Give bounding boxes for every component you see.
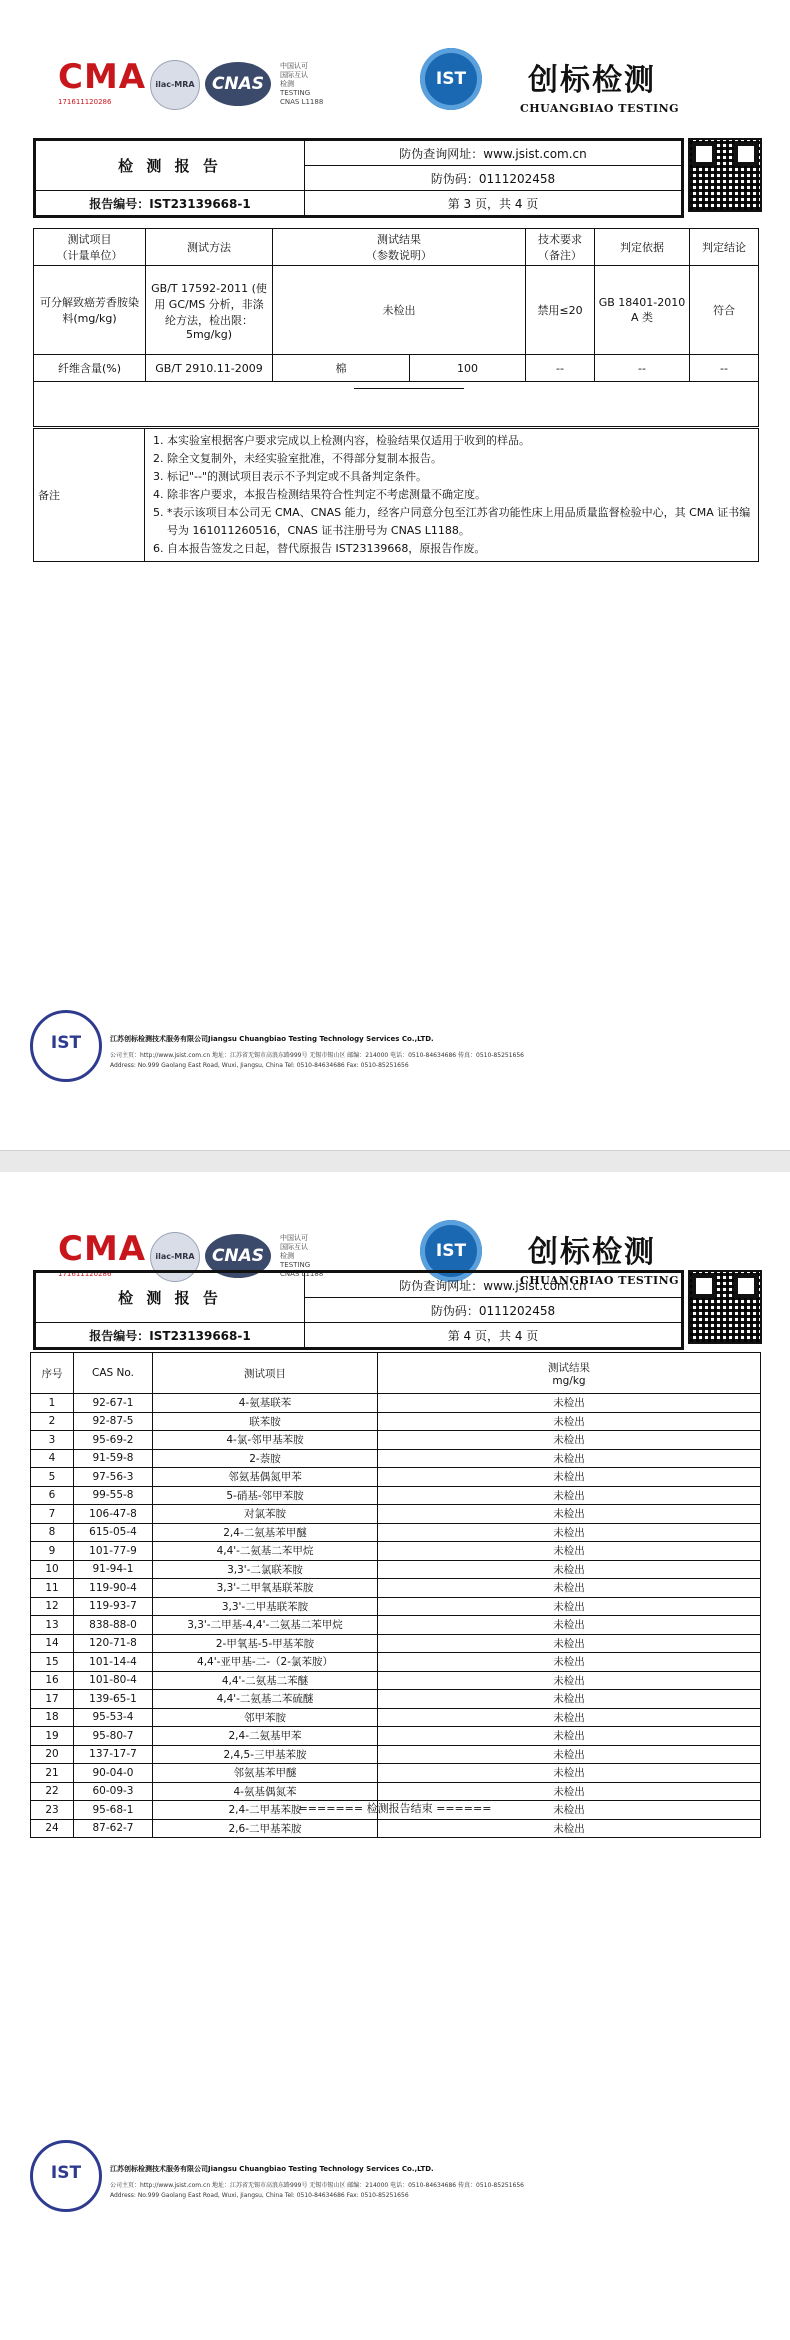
table-row (31, 1449, 761, 1468)
cell-index: 16 (31, 1671, 74, 1690)
table-row (31, 1505, 761, 1524)
col-test-item: 测试项目 （计量单位） (34, 229, 146, 266)
cell-result: 未检出 (378, 1671, 761, 1690)
cell-test-item: 2,4-二氨基苯甲醚 (153, 1523, 378, 1542)
report-number: 报告编号：IST23139668-1 (36, 191, 305, 216)
cell-cas: 139-65-1 (74, 1690, 153, 1709)
cell-test-item: 3,3'-二氯联苯胺 (153, 1560, 378, 1579)
page-indicator: 第 3 页，共 4 页 (305, 191, 682, 216)
cell-result: 未检出 (378, 1560, 761, 1579)
anti-fake-code: 防伪码：0111202458 (305, 1298, 682, 1323)
report-title-box (33, 138, 684, 218)
cell-test-item: 邻氨基偶氮甲苯 (153, 1468, 378, 1487)
cell-index: 24 (31, 1819, 74, 1838)
cell-item: 可分解致癌芳香胺染料(mg/kg) (34, 266, 146, 355)
cell-result: 未检出 (378, 1523, 761, 1542)
cell-index: 12 (31, 1597, 74, 1616)
ilac-mra-logo: ilac-MRA (150, 1232, 200, 1282)
cell-test-item: 3,3'-二甲氧基联苯胺 (153, 1579, 378, 1598)
report-title-box (33, 1270, 684, 1350)
cell-cas: 87-62-7 (74, 1819, 153, 1838)
note-item: 4. 除非客户要求，本报告检测结果符合性判定不考虑测量不确定度。 (167, 486, 754, 504)
ist-seal-icon: IST (30, 1010, 102, 1082)
cell-cas: 137-17-7 (74, 1745, 153, 1764)
page-footer (30, 1010, 760, 1080)
cell-index: 5 (31, 1468, 74, 1487)
col-test-method: 测试方法 (146, 229, 273, 266)
cell-test-item: 4,4'-二氨基二苯甲烷 (153, 1542, 378, 1561)
cell-value: 100 (410, 355, 526, 382)
cell-test-item: 4-氯-邻甲基苯胺 (153, 1431, 378, 1450)
cnas-logo: CNAS (205, 1234, 271, 1278)
ist-logo: IST (420, 1220, 482, 1282)
cell-cas: 838-88-0 (74, 1616, 153, 1635)
report-title: 检 测 报 告 (36, 1273, 305, 1323)
table-row (31, 1745, 761, 1764)
cell-index: 4 (31, 1449, 74, 1468)
cell-method: GB/T 17592-2011 (使用 GC/MS 分析，非涤纶方法，检出限：5mg/kg) (146, 266, 273, 355)
cell-result: 未检出 (378, 1412, 761, 1431)
cell-test-item: 3,3'-二甲基联苯胺 (153, 1597, 378, 1616)
cell-cas: 119-90-4 (74, 1579, 153, 1598)
col-test-result: 测试结果 （参数说明） (273, 229, 526, 266)
brand-name-en: CHUANGBIAO TESTING (520, 1274, 680, 1287)
cell-test-item: 4-氨基偶氮苯 (153, 1782, 378, 1801)
cell-cas: 101-14-4 (74, 1653, 153, 1672)
cell-method: GB/T 2910.11-2009 (146, 355, 273, 382)
page-footer (30, 2140, 760, 2210)
cell-cas: 615-05-4 (74, 1523, 153, 1542)
cell-result: 未检出 (378, 1653, 761, 1672)
table-row (31, 1764, 761, 1783)
note-item: 5. *表示该项目本公司无 CMA、CNAS 能力，经客户同意分包至江苏省功能性床上用品质量监督检验中心，其 CMA 证书编号为 161011260516，CNAS 证书注册号为 CNAS L1188。 (167, 504, 754, 540)
cell-cas: 95-69-2 (74, 1431, 153, 1450)
cell-conclusion: 符合 (690, 266, 759, 355)
note-item: 6. 自本报告签发之日起，替代原报告 IST23139668，原报告作废。 (167, 540, 754, 558)
cell-index: 13 (31, 1616, 74, 1635)
cell-result: 未检出 (378, 1394, 761, 1413)
report-page-3 (0, 0, 790, 1150)
col-basis: 判定依据 (595, 229, 690, 266)
cell-cas: 90-04-0 (74, 1764, 153, 1783)
table-row (31, 1468, 761, 1487)
cell-test-item: 4,4'-二氨基二苯硫醚 (153, 1690, 378, 1709)
footer-address: 公司主页：http://www.jsist.com.cn 地址：江苏省无锡市高浪东路999号 无锡市锡山区 邮编：214000 电话：0510-84634686 传真：0510-85251656 (110, 2182, 524, 2189)
table-row (31, 1431, 761, 1450)
qr-code-icon[interactable] (688, 138, 762, 212)
cma-logo: CMA 171611120286 (58, 1229, 147, 1278)
cell-index: 2 (31, 1412, 74, 1431)
footer-company: 江苏创标检测技术服务有限公司Jiangsu Chuangbiao Testing Technology Services Co.,LTD. (110, 2165, 434, 2173)
ilac-mra-logo: ilac-MRA (150, 60, 200, 110)
cell-result: 未检出 (378, 1597, 761, 1616)
cell-index: 18 (31, 1708, 74, 1727)
cell-cas: 92-67-1 (74, 1394, 153, 1413)
brand-name-cn: 创标检测 (528, 63, 656, 98)
ist-logo: IST (420, 48, 482, 110)
table-row (34, 355, 759, 382)
note-item: 3. 标记"--"的测试项目表示不予判定或不具备判定条件。 (167, 468, 754, 486)
cnas-caption: 中国认可 国际互认 检测 TESTING CNAS L1188 (280, 62, 324, 106)
report-number: 报告编号：IST23139668-1 (36, 1323, 305, 1348)
footer-address-en: Address: No.999 Gaolang East Road, Wuxi, Jiangsu, China Tel: 0510-84634686 Fax: 0510-85251656 (110, 2192, 409, 2199)
cnas-caption: 中国认可 国际互认 检测 TESTING CNAS L1188 (280, 1234, 324, 1278)
cell-result: 未检出 (378, 1486, 761, 1505)
table-row (31, 1394, 761, 1413)
cell-test-item: 2,4-二甲基苯胺 (153, 1801, 378, 1820)
table-header-row (34, 229, 759, 266)
cell-basis: -- (595, 355, 690, 382)
report-end-mark: ======= 检测报告结束 ====== (298, 1802, 492, 1815)
cnas-logo: CNAS (205, 62, 271, 106)
ist-seal-icon: IST (30, 2140, 102, 2212)
cell-result: 未检出 (378, 1449, 761, 1468)
aromatic-amine-table (30, 1352, 761, 1838)
cell-cas: 60-09-3 (74, 1782, 153, 1801)
table-row (31, 1542, 761, 1561)
cell-result: 未检出 (378, 1542, 761, 1561)
cell-result: 未检出 (378, 1745, 761, 1764)
cma-logo: CMA 171611120286 (58, 57, 147, 106)
cell-index: 19 (31, 1727, 74, 1746)
cell-test-item: 联苯胺 (153, 1412, 378, 1431)
notes-list (145, 429, 759, 562)
qr-code-icon[interactable] (688, 1270, 762, 1344)
cell-test-item: 2,4-二氨基甲苯 (153, 1727, 378, 1746)
cell-result: 未检出 (378, 1505, 761, 1524)
cell-index: 10 (31, 1560, 74, 1579)
cell-test-item: 邻氨基苯甲醚 (153, 1764, 378, 1783)
table-row (34, 382, 759, 427)
cell-index: 17 (31, 1690, 74, 1709)
cell-requirement: -- (526, 355, 595, 382)
note-item: 1. 本实验室根据客户要求完成以上检测内容，检验结果仅适用于收到的样品。 (167, 432, 754, 450)
cell-test-item: 4-氨基联苯 (153, 1394, 378, 1413)
report-title: 检 测 报 告 (36, 141, 305, 191)
cell-test-item: 2-萘胺 (153, 1449, 378, 1468)
cell-cas: 95-68-1 (74, 1801, 153, 1820)
col-conclusion: 判定结论 (690, 229, 759, 266)
cell-result: 未检出 (378, 1616, 761, 1635)
brand-name-cn: 创标检测 (528, 1235, 656, 1270)
note-item: 2. 除全文复制外，未经实验室批准，不得部分复制本报告。 (167, 450, 754, 468)
report-header (0, 0, 790, 130)
table-row (31, 1523, 761, 1542)
notes-table (33, 428, 759, 562)
notes-label: 备注 (34, 429, 145, 562)
cell-result: 未检出 (378, 1690, 761, 1709)
cell-result: 未检出 (378, 1819, 761, 1838)
cell-test-item: 2,6-二甲基苯胺 (153, 1819, 378, 1838)
table-row (31, 1486, 761, 1505)
footer-company: 江苏创标检测技术服务有限公司Jiangsu Chuangbiao Testing Technology Services Co.,LTD. (110, 1035, 434, 1043)
cell-index: 22 (31, 1782, 74, 1801)
report-page-4 (0, 1172, 790, 2322)
cell-cas: 95-53-4 (74, 1708, 153, 1727)
cell-index: 14 (31, 1634, 74, 1653)
cell-test-item: 4,4'-二氨基二苯醚 (153, 1671, 378, 1690)
table-row (31, 1727, 761, 1746)
cell-test-item: 2,4,5-三甲基苯胺 (153, 1745, 378, 1764)
cell-index: 6 (31, 1486, 74, 1505)
cell-index: 15 (31, 1653, 74, 1672)
cell-index: 23 (31, 1801, 74, 1820)
cell-index: 11 (31, 1579, 74, 1598)
divider-line (354, 388, 464, 389)
cell-test-item: 对氯苯胺 (153, 1505, 378, 1524)
cell-test-item: 3,3'-二甲基-4,4'-二氨基二苯甲烷 (153, 1616, 378, 1635)
cell-cas: 106-47-8 (74, 1505, 153, 1524)
query-url[interactable]: 防伪查询网址：www.jsist.com.cn (305, 1273, 682, 1298)
cell-cas: 99-55-8 (74, 1486, 153, 1505)
col-requirement: 技术要求 （备注） (526, 229, 595, 266)
cell-result: 未检出 (378, 1579, 761, 1598)
cell-result: 未检出 (378, 1708, 761, 1727)
table-row (31, 1708, 761, 1727)
cell-index: 7 (31, 1505, 74, 1524)
cell-test-item: 5-硝基-邻甲苯胺 (153, 1486, 378, 1505)
query-url[interactable]: 防伪查询网址：www.jsist.com.cn (305, 141, 682, 166)
cell-fiber: 棉 (273, 355, 410, 382)
cell-result: 未检出 (378, 1431, 761, 1450)
test-results-table (33, 228, 759, 427)
col-cas: CAS No. (74, 1353, 153, 1394)
cell-test-item: 邻甲苯胺 (153, 1708, 378, 1727)
table-row (31, 1412, 761, 1431)
cell-index: 3 (31, 1431, 74, 1450)
cell-item: 纤维含量(%) (34, 355, 146, 382)
page-indicator: 第 4 页，共 4 页 (305, 1323, 682, 1348)
col-index: 序号 (31, 1353, 74, 1394)
cell-test-item: 4,4'-亚甲基-二-（2-氯苯胺） (153, 1653, 378, 1672)
cell-requirement: 禁用≤20 (526, 266, 595, 355)
cell-index: 9 (31, 1542, 74, 1561)
cell-cas: 101-80-4 (74, 1671, 153, 1690)
table-row (34, 266, 759, 355)
cell-cas: 119-93-7 (74, 1597, 153, 1616)
table-row (31, 1616, 761, 1635)
cell-cas: 95-80-7 (74, 1727, 153, 1746)
cell-cas: 97-56-3 (74, 1468, 153, 1487)
cell-basis: GB 18401-2010 A 类 (595, 266, 690, 355)
footer-address: 公司主页：http://www.jsist.com.cn 地址：江苏省无锡市高浪东路999号 无锡市锡山区 邮编：214000 电话：0510-84634686 传真：0510-85251656 (110, 1052, 524, 1059)
cell-index: 8 (31, 1523, 74, 1542)
table-header-row (31, 1353, 761, 1394)
footer-address-en: Address: No.999 Gaolang East Road, Wuxi, Jiangsu, China Tel: 0510-84634686 Fax: 0510-85251656 (110, 1062, 409, 1069)
table-row (31, 1560, 761, 1579)
cell-cas: 120-71-8 (74, 1634, 153, 1653)
table-row (31, 1690, 761, 1709)
cell-cas: 91-59-8 (74, 1449, 153, 1468)
table-row (31, 1782, 761, 1801)
cell-cas: 91-94-1 (74, 1560, 153, 1579)
cell-result: 未检出 (378, 1634, 761, 1653)
cell-result: 未检出 (378, 1468, 761, 1487)
cell-index: 20 (31, 1745, 74, 1764)
cell-index: 1 (31, 1394, 74, 1413)
anti-fake-code: 防伪码：0111202458 (305, 166, 682, 191)
col-test-item: 测试项目 (153, 1353, 378, 1394)
cell-index: 21 (31, 1764, 74, 1783)
table-row (31, 1671, 761, 1690)
page-separator (0, 1150, 790, 1174)
cell-result: 未检出 (378, 1764, 761, 1783)
cell-result: 未检出 (378, 1801, 761, 1820)
cell-result: 未检出 (378, 1782, 761, 1801)
table-row (31, 1597, 761, 1616)
table-row (31, 1579, 761, 1598)
table-row (31, 1653, 761, 1672)
cell-result: 未检出 (378, 1727, 761, 1746)
blank-row (34, 382, 759, 427)
brand-name-en: CHUANGBIAO TESTING (520, 102, 680, 115)
cell-cas: 101-77-9 (74, 1542, 153, 1561)
cell-result: 未检出 (273, 266, 526, 355)
cell-test-item: 2-甲氧基-5-甲基苯胺 (153, 1634, 378, 1653)
table-row (31, 1634, 761, 1653)
cell-cas: 92-87-5 (74, 1412, 153, 1431)
table-row (31, 1819, 761, 1838)
col-result: 测试结果 mg/kg (378, 1353, 761, 1394)
cell-conclusion: -- (690, 355, 759, 382)
